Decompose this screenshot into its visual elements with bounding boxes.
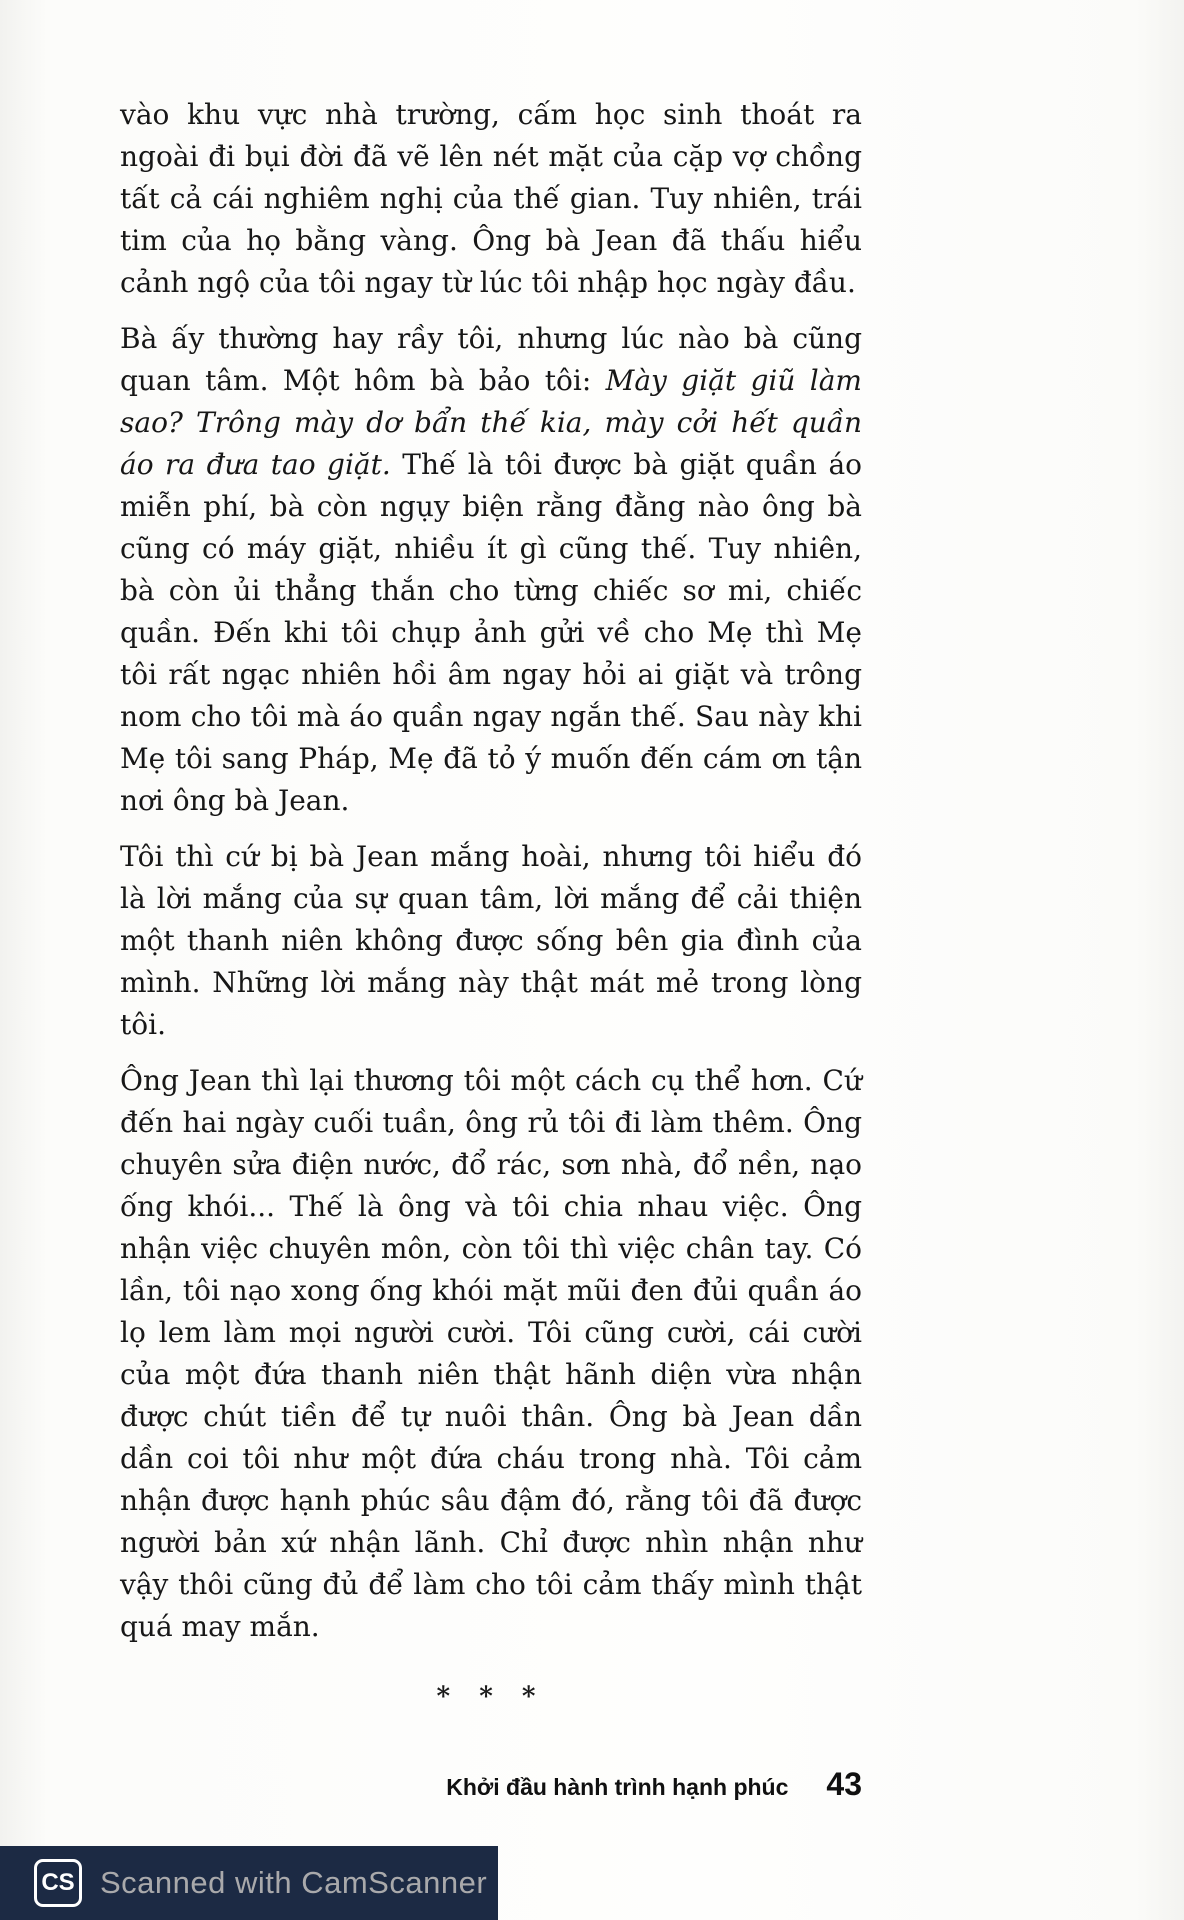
camscanner-watermark-bar	[0, 1846, 498, 1920]
paragraph-3: Tôi thì cứ bị bà Jean mắng hoài, nhưng tôi hiểu đó là lời mắng của sự quan tâm, lời mắng để cải thiện một thanh niên không được sống bên gia đình của mình. Những lời mắng này thật mát mẻ trong lòng tôi.	[120, 840, 862, 1041]
chapter-title: Khởi đầu hành trình hạnh phúc	[446, 1774, 789, 1800]
paragraph-1: vào khu vực nhà trường, cấm học sinh thoát ra ngoài đi bụi đời đã vẽ lên nét mặt của cặp vợ chồng tất cả cái nghiêm nghị của thế gian. Tuy nhiên, trái tim của họ bằng vàng. Ông bà Jean đã thấu hiểu cảnh ngộ của tôi ngay từ lúc tôi nhập học ngày đầu.	[120, 98, 862, 299]
page-number: 43	[826, 1766, 862, 1802]
camscanner-watermark-text: Scanned with CamScanner	[100, 1865, 488, 1900]
paragraph-2	[120, 318, 862, 822]
paragraph-2-quote-italic: Mày giặt giũ làm sao? Trông mày dơ bẩn thế kia, mày cởi hết quần áo ra đưa tao giặt.	[120, 364, 862, 481]
section-separator-asterisks: * * *	[436, 1682, 546, 1712]
paragraph-2-rest: Thế là tôi được bà giặt quần áo miễn phí, bà còn ngụy biện rằng đằng nào ông bà cũng có máy giặt, nhiều ít gì cũng thế. Tuy nhiên, bà còn ủi thẳng thắn cho từng chiếc sơ mi, chiếc quần. Đến khi tôi chụp ảnh gửi về cho Mẹ thì Mẹ tôi rất ngạc nhiên hồi âm ngay hỏi ai giặt và trông nom cho tôi mà áo quần ngay ngắn thế. Sau này khi Mẹ tôi sang Pháp, Mẹ đã tỏ ý muốn đến cám ơn tận nơi ông bà Jean.	[120, 448, 862, 817]
page-body-text	[120, 94, 862, 1718]
page-footer	[120, 1766, 862, 1803]
camscanner-logo-icon: CS	[34, 1859, 82, 1907]
paragraph-4: Ông Jean thì lại thương tôi một cách cụ thể hơn. Cứ đến hai ngày cuối tuần, ông rủ tôi đi làm thêm. Ông chuyên sửa điện nước, đổ rác, sơn nhà, đổ nền, nạo ống khói... Thế là ông và tôi chia nhau việc. Ông nhận việc chuyên môn, còn tôi thì việc chân tay. Có lần, tôi nạo xong ống khói mặt mũi đen đủi quần áo lọ lem làm mọi người cười. Tôi cũng cười, cái cười của một đứa thanh niên thật hãnh diện vừa nhận được chút tiền để tự nuôi thân. Ông bà Jean dần dần coi tôi như một đứa cháu trong nhà. Tôi cảm nhận được hạnh phúc sâu đậm đó, rằng tôi đã được người bản xứ nhận lãnh. Chỉ được nhìn nhận như vậy thôi cũng đủ để làm cho tôi cảm thấy mình thật quá may mắn.	[120, 1064, 862, 1643]
paragraph-2-lead: Bà ấy thường hay rầy tôi, nhưng lúc nào bà cũng quan tâm. Một hôm bà bảo tôi:	[120, 322, 862, 397]
